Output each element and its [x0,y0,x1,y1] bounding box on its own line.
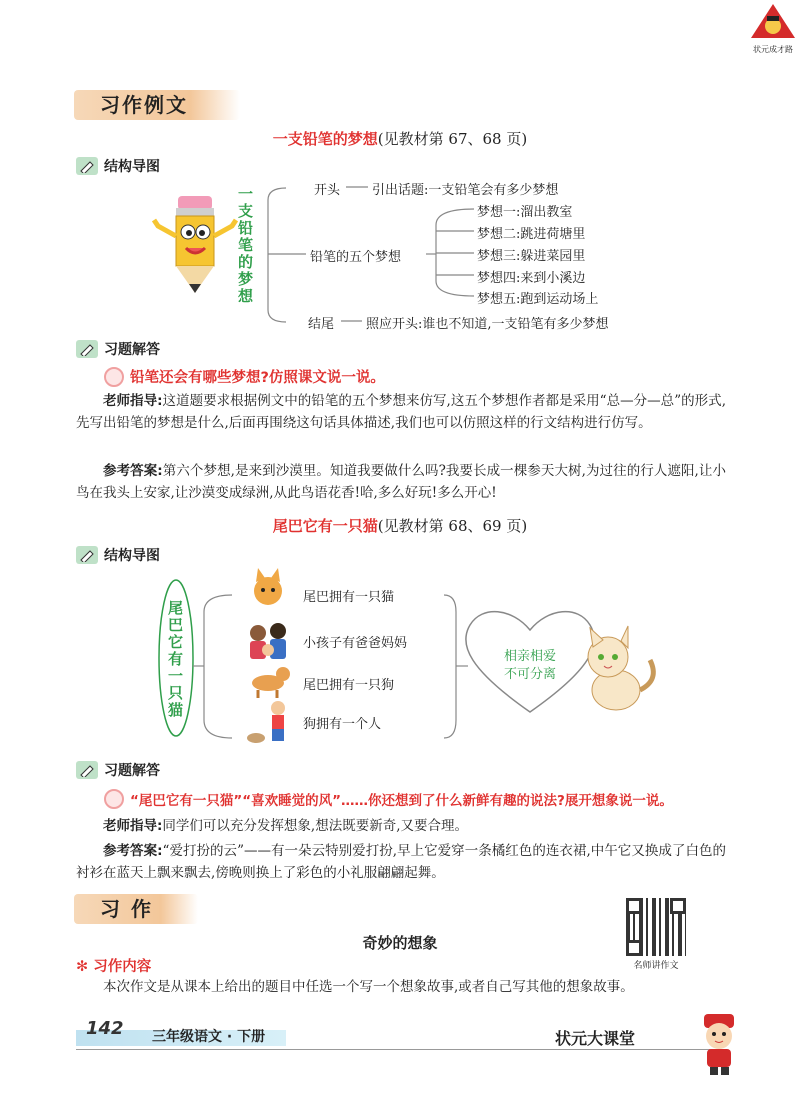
question-bullet-icon [104,789,124,809]
essay2-guide [76,815,726,837]
dog-icon [252,667,290,698]
essay2-vertical-title: 尾巴它有一只猫 [168,599,184,719]
big-cat-image [588,626,653,710]
essay2-question-text: “尾巴它有一只猫”“喜欢睡觉的风”……你还想到了什么新鲜有趣的说法?展开想象说一说。 [130,793,673,809]
mindmap1-jiewei: 结尾 [308,317,335,332]
mindmap1-middle: 铅笔的五个梦想 [310,250,402,265]
answer-text: 第六个梦想,是来到沙漠里。知道我要做什么吗?我要长成一棵参天大树,为过往的行人遮阳,让小鸟在我头上安家,让沙漠变成绿洲,从此鸟语花香!哈,多么好玩!多么开心! [76,463,726,501]
mindmap1-dream: 梦想四:来到小溪边 [477,271,586,286]
struct-label-text: 结构导图 [104,548,160,564]
mindmap1-dream: 梦想一:溜出教室 [477,205,573,220]
guide-label: 老师指导: [103,818,163,834]
essay1-title: 一支铅笔的梦想 [272,130,378,148]
content-label [76,955,151,976]
content-text: 本次作文是从课本上给出的题目中任选一个写一个想象故事,或者自己写其他的想象故事。 [103,979,634,995]
mindmap1-dream: 梦想二:跳进荷塘里 [477,227,586,242]
mindmap2-item: 狗拥有一个人 [303,717,382,732]
logo-text: 状元成才路 [753,45,793,54]
essay2-question [104,789,673,809]
guide-label: 老师指导: [103,393,163,409]
heart-line-2: 不可分离 [503,667,556,682]
content-label-text: 习作内容 [93,959,152,975]
exercise-label-text: 习题解答 [104,763,160,779]
heart-line-1: 相亲相爱 [503,649,556,664]
footer-line [76,1049,726,1050]
mindmap1-dream: 梦想三:躲进菜园里 [477,249,586,264]
exercise-label-text: 习题解答 [104,342,160,358]
mascot-image [690,1012,750,1076]
mindmap2-item: 尾巴拥有一只狗 [303,678,395,693]
pencil-icon [76,761,98,779]
answer-label: 参考答案: [103,463,163,479]
exercise-label-2 [76,760,160,780]
answer-text: “爱打扮的云”——有一朵云特别爱打扮,早上它爱穿一条橘红色的连衣裙,中午它又换成了白色的衬衫在蓝天上飘来飘去,傍晚则换上了彩色的小礼服翩翩起舞。 [76,843,726,881]
struct-label-text: 结构导图 [104,159,160,175]
asterisk-icon: ✻ [76,959,89,975]
mindmap2-item: 尾巴拥有一只猫 [303,590,395,605]
page-number: 142 [86,1018,124,1039]
qr-caption: 名师讲作文 [633,961,679,971]
mindmap1-jiewei-text: 照应开头:谁也不知道,一支铅笔有多少梦想 [366,317,609,332]
guide-text: 这道题要求根据例文中的铅笔的五个梦想来仿写,这五个梦想作者都是采用“总—分—总”的形式,先写出铅笔的梦想是什么,后面再围绕这句话具体描述,我们也可以仿照这样的行文结构进行仿写。 [76,393,726,431]
mindmap1-kaitou-text: 引出话题:一支铅笔会有多少梦想 [372,183,559,198]
book-name: 三年级语文 · 下册 [152,1029,266,1045]
essay1-ref: (见教材第 67、68 页) [377,130,528,148]
guide-text: 同学们可以充分发挥想象,想法既要新奇,又要合理。 [162,818,468,834]
essay2-ref: (见教材第 68、69 页) [377,517,528,535]
writing-title: 奇妙的想象 [362,934,438,952]
essay2-answer [76,840,726,884]
essay2-title: 尾巴它有一只猫 [272,517,378,535]
heart-text [480,648,580,684]
brand-name: 状元大课堂 [555,1029,636,1048]
answer-label: 参考答案: [103,843,163,859]
mindmap1-dream: 梦想五:跑到运动场上 [477,292,599,307]
cat-icon [254,568,282,605]
section-banner-writing: 习 作 [74,894,198,924]
essay1-vertical-title: 一支铅笔的梦想 [238,185,254,305]
mindmap2-item: 小孩子有爸爸妈妈 [303,636,408,651]
person-icon [247,701,285,743]
section-banner-example: 习作例文 [74,90,240,120]
mindmap1-kaitou: 开头 [314,183,341,198]
essay1-question-text: 铅笔还会有哪些梦想?仿照课文说一说。 [130,370,385,386]
qr-code[interactable] [626,898,686,956]
family-icon [250,623,286,659]
